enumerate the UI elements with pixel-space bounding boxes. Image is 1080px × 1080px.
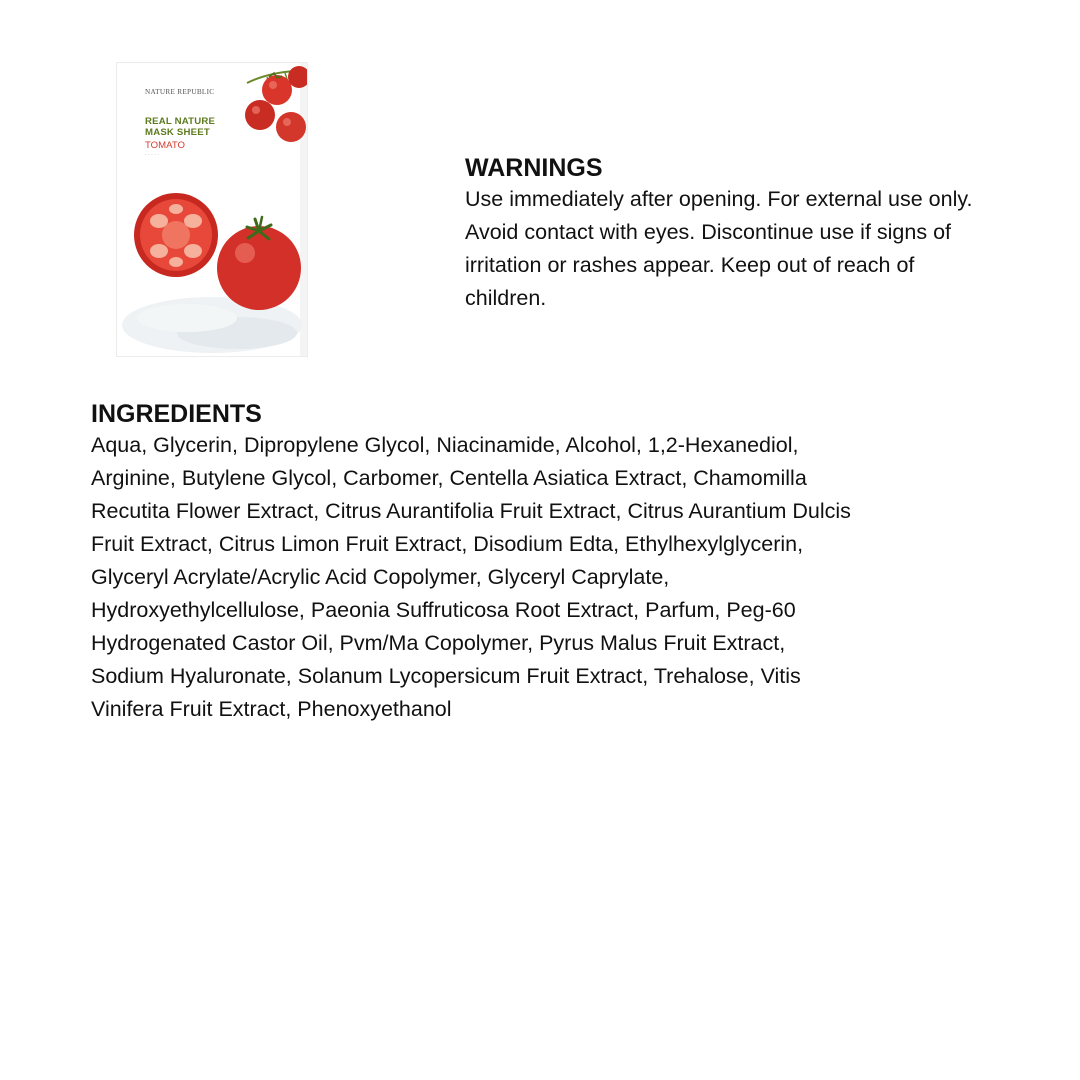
warnings-section [465, 153, 1055, 315]
product-subtext: · · · · · [145, 152, 159, 158]
ingredients-heading: INGREDIENTS [91, 400, 262, 428]
ingredients-section [91, 399, 961, 726]
ingredients-line: Fruit Extract, Citrus Limon Fruit Extract, Disodium Edta, Ethylhexylglycerin, [91, 532, 804, 556]
ingredients-line: Recutita Flower Extract, Citrus Aurantifolia Fruit Extract, Citrus Aurantium Dulcis [91, 499, 851, 523]
warnings-line: Use immediately after opening. For external use only. [465, 187, 973, 211]
ingredients-line: Hydroxyethylcellulose, Paeonia Suffruticosa Root Extract, Parfum, Peg-60 [91, 598, 796, 622]
brand-name: NATURE REPUBLIC [145, 88, 215, 96]
warnings-line: children. [465, 286, 547, 310]
ingredients-line: Vinifera Fruit Extract, Phenoxyethanol [91, 697, 452, 721]
warnings-heading: WARNINGS [465, 154, 603, 182]
warnings-line: irritation or rashes appear. Keep out of reach of [465, 253, 915, 277]
product-image [117, 63, 307, 356]
ingredients-line: Aqua, Glycerin, Dipropylene Glycol, Niacinamide, Alcohol, 1,2-Hexanediol, [91, 433, 799, 457]
ingredients-text [91, 429, 961, 726]
ingredients-line: Hydrogenated Castor Oil, Pvm/Ma Copolymer, Pyrus Malus Fruit Extract, [91, 631, 786, 655]
ingredients-line: Arginine, Butylene Glycol, Carbomer, Centella Asiatica Extract, Chamomilla [91, 466, 807, 490]
warnings-line: Avoid contact with eyes. Discontinue use if signs of [465, 220, 951, 244]
tomato-illustration [117, 63, 307, 356]
ingredients-line: Glyceryl Acrylate/Acrylic Acid Copolymer, Glyceryl Caprylate, [91, 565, 670, 589]
product-title-line2: MASK SHEET [145, 127, 210, 138]
ingredients-line: Sodium Hyaluronate, Solanum Lycopersicum Fruit Extract, Trehalose, Vitis [91, 664, 801, 688]
warnings-text [465, 183, 1055, 315]
product-title-line1: REAL NATURE [145, 116, 216, 127]
product-variant: TOMATO [145, 140, 185, 151]
